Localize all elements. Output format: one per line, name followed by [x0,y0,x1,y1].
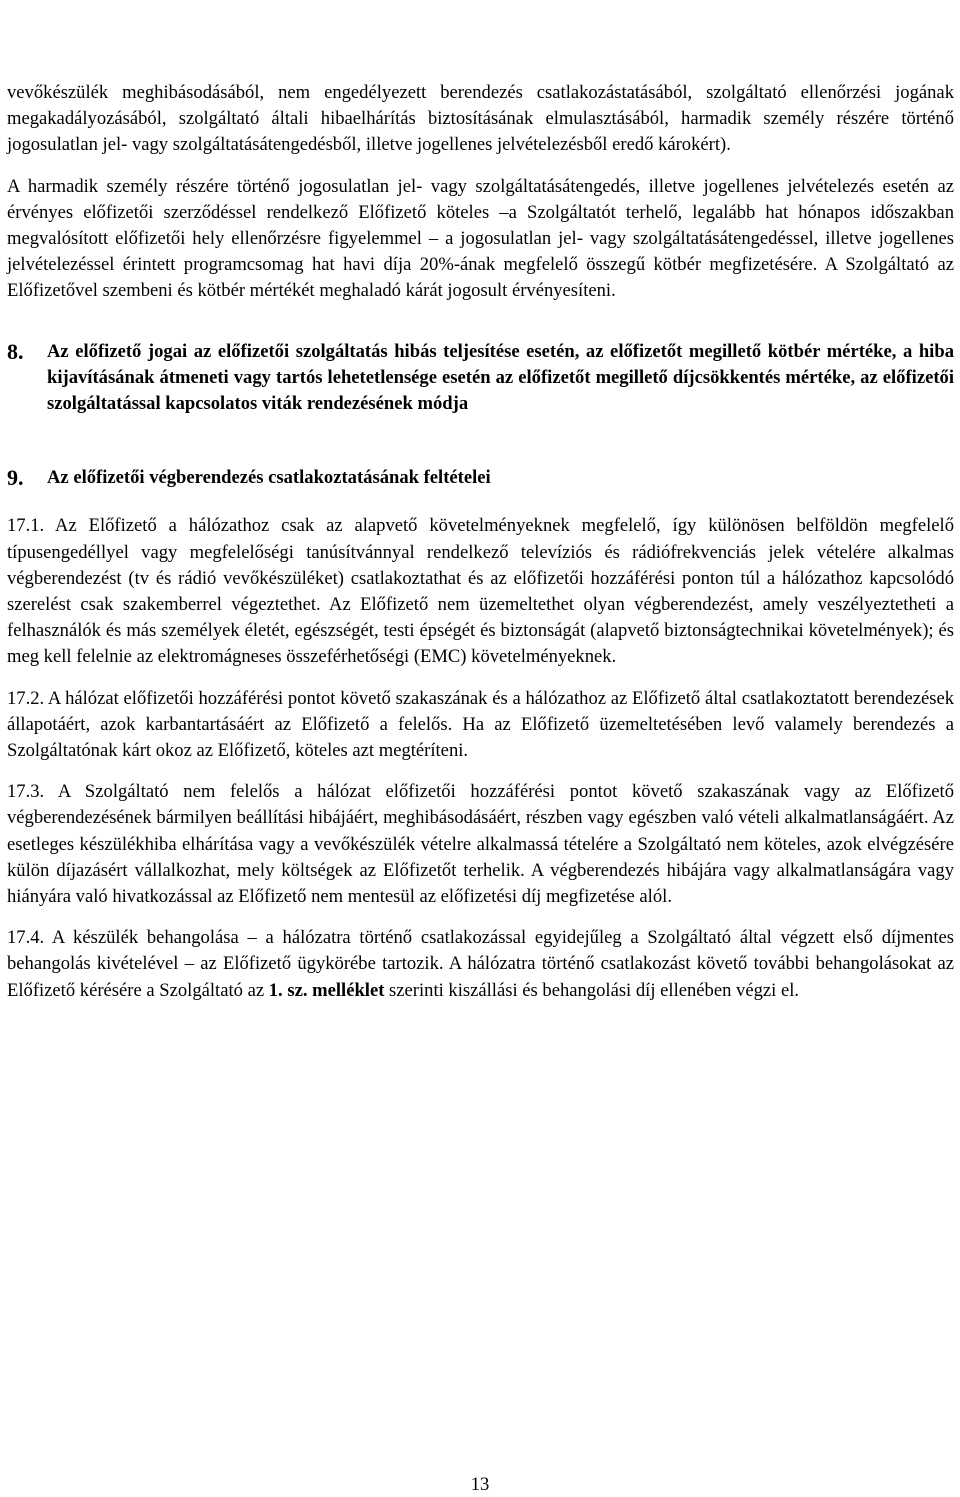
section-9-number: 9. [7,465,24,491]
annex-number: 1. sz. [268,979,308,1001]
section-9-heading [7,465,954,491]
section-8-number: 8. [7,338,24,364]
page-number: 13 [470,1474,490,1495]
section-9-title: Az előfizetői végberendezés csatlakoztatásának feltételei [47,467,491,489]
paragraph-17-4-text-end: szerinti kiszállási és behangolási díj ellenében végzi el. [384,979,800,1001]
paragraph-17-4-text-start: 17.4. A készülék behangolása – a hálózatra történő csatlakozással egyidejűleg a Szolgáltató által végzett első díjmentes behangolás kivételével – az Előfizető ügykörébe tartozik. A hálózatra történő csatlakozást követő további behangolásokat az Előfizető kérésére a Szolgáltató az [7,927,954,1001]
paragraph-intro: vevőkészülék meghibásodásából, nem engedélyezett berendezés csatlakozástatásából, szolgáltató ellenőrzési jogának megakadályozásából, szolgáltató általi hibaelhárítás biztosításának elmulasztásából, harmadik személy részére történő jogosulatlan jel- vagy szolgáltatásátengedésből, illetve jogellenes jelvételezésből eredő károkért). [7,82,954,156]
paragraph-17-4 [7,925,954,1004]
annex-label: melléklet [312,979,385,1001]
paragraph-17-1: 17.1. Az Előfizető a hálózathoz csak az alapvető követelményeknek megfelelő, így különösen belföldön megfelelő típusengedéllyel vagy megfelelőségi tanúsítvánnyal rendelkező televíziós és rádiófrekvenciás jelek vételére alkalmas végberendezést (tv és rádió vevőkészüléket) csatlakoztathat és az előfizetői hozzáférési ponton túl a hálózathoz kapcsolódó szerelést csak szakemberrel végeztethet. Az Előfizető nem üzemeltethet olyan végberendezést, amely veszélyeztetheti a felhasználók és más személyek életét, egészségét, testi épségét és biztonságát (alapvető biztonságtechnikai követelmények); és meg kell felelnie az elektromágneses összeférhetőségi (EMC) követelményeknek. [7,515,954,668]
paragraph-third-party-liability: A harmadik személy részére történő jogosulatlan jel- vagy szolgáltatásátengedés, illetve jogellenes jelvételezés esetén az érvényes előfizetői szerződéssel rendelkező Előfizető köteles –a Szolgáltatót terhelő, legalább hat hónapos időszakban megvalósított előfizetői hely ellenőrzésre figyelemmel – a jogosulatlan jel- vagy szolgáltatásátengedéssel, illetve jogellenes jelvételezéssel érintett programcsomag hat havi díja 20%-ának megfelelő összegű kötbér megfizetésére. A Szolgáltató az Előfizetővel szembeni és kötbér mértékét meghaladó kárát jogosult érvényesíteni. [7,175,954,302]
section-8-heading [7,339,954,418]
paragraph-17-3: 17.3. A Szolgáltató nem felelős a hálózat előfizetői hozzáférési pontot követő szakaszának vagy az Előfizető végberendezésének bármilyen beállítási hibájáért, meghibásodásáért, részben vagy egészben való vételi alkalmatlanságáért. Az esetleges készülékhiba elhárítása vagy a vevőkészülék vételre alkalmassá tételére a Szolgáltató nem köteles, azok elvégzésére külön díjazásért vállalkozhat, mely költségek az Előfizetőt terhelik. A végberendezés hibájára vagy alkalmatlanságára vagy hiányára való hivatkozással az Előfizető nem mentesül az előfizetési díj megfizetése alól. [7,781,954,908]
paragraph-17-2: 17.2. A hálózat előfizetői hozzáférési pontot követő szakaszának és a hálózathoz az Előfizető által csatlakoztatott berendezések állapotáért, azok karbantartásáért az Előfizető a felelős. Ha az Előfizető üzemeltetésében levő valamely berendezés a Szolgáltatónak kárt okoz az Előfizető, köteles azt megtéríteni. [7,687,954,762]
document-page [7,80,954,1004]
section-8-title: Az előfizető jogai az előfizetői szolgáltatás hibás teljesítése esetén, az előfizetőt megillető kötbér mértéke, a hiba kijavításának átmeneti vagy tartós lehetetlensége esetén az előfizetőt megillető díjcsökkentés mértéke, az előfizetői szolgáltatással kapcsolatos viták rendezésének módja [47,340,954,415]
